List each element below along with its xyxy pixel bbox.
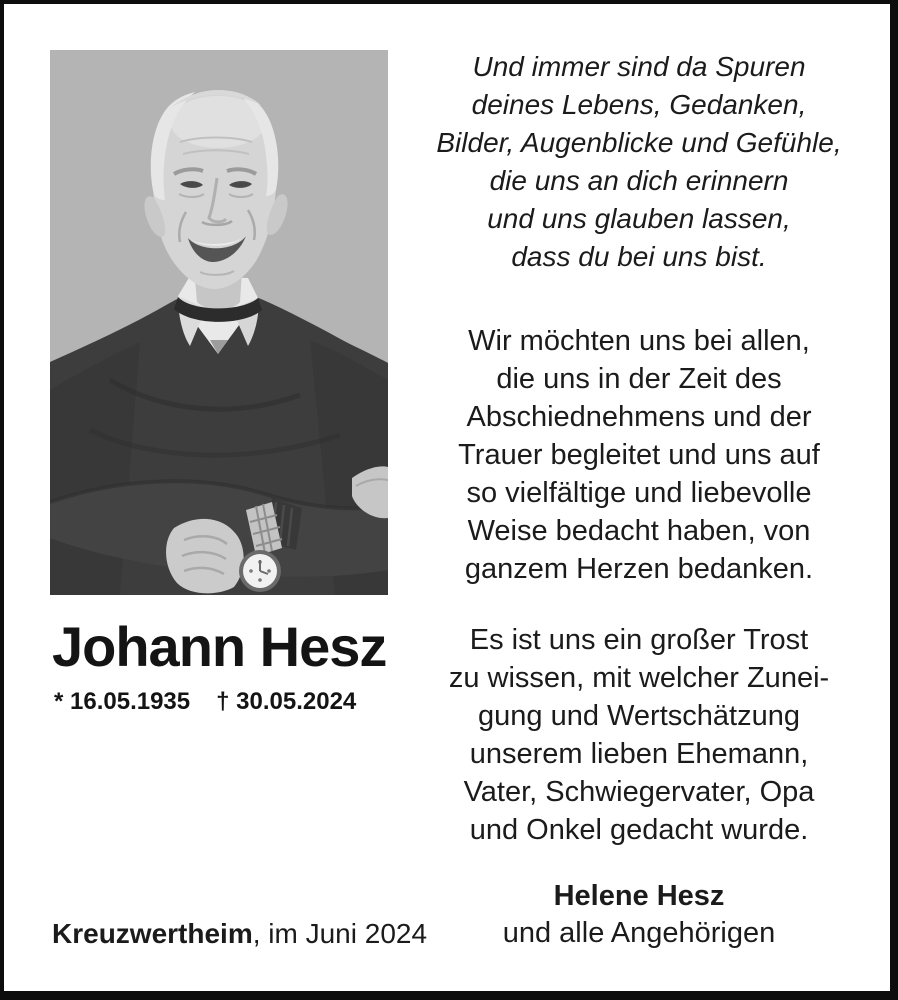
thanks-line: die uns in der Zeit des: [496, 363, 782, 395]
thanks-line: Weise bedacht haben, von: [467, 515, 811, 547]
place-date-rest: , im Juni 2024: [252, 918, 428, 949]
birth-date: * 16.05.1935: [54, 688, 191, 715]
signature-family: und alle Angehörigen: [502, 917, 776, 949]
thanks-line: Abschiednehmens und der: [466, 401, 812, 433]
place-name: Kreuzwertheim: [52, 918, 253, 949]
text-column: [406, 48, 872, 952]
thanks-line: Trauer begleitet und uns auf: [458, 439, 820, 471]
thanks-line: Wir möchten uns bei allen,: [468, 325, 810, 357]
place-date-line: [52, 918, 427, 950]
signature-name: Helene Hesz: [553, 880, 725, 912]
consolation-line: zu wissen, mit welcher Zunei-: [448, 662, 830, 694]
thanks-line: ganzem Herzen bedanken.: [464, 553, 814, 585]
thanks-line: so vielfältige und liebevolle: [466, 477, 812, 509]
death-date: † 30.05.2024: [216, 688, 357, 715]
poem-line: Und immer sind da Spuren: [472, 51, 806, 82]
consolation-paragraph: [406, 621, 872, 849]
life-dates: [54, 688, 356, 716]
memorial-poem: [406, 48, 872, 276]
thanks-paragraph: [406, 322, 872, 588]
poem-line: Bilder, Augenblicke und Gefühle,: [436, 127, 842, 158]
consolation-line: unserem lieben Ehemann,: [469, 738, 809, 770]
poem-line: und uns glauben lassen,: [487, 203, 791, 234]
portrait-photo: [50, 50, 388, 595]
consolation-line: Vater, Schwiegervater, Opa: [463, 776, 815, 808]
portrait-photo-graphic: [50, 50, 388, 595]
consolation-line: und Onkel gedacht wurde.: [469, 814, 809, 846]
poem-line: die uns an dich erinnern: [489, 165, 789, 196]
poem-line: deines Lebens, Gedanken,: [471, 89, 807, 120]
poem-line: dass du bei uns bist.: [511, 241, 767, 272]
deceased-name: Johann Hesz: [52, 615, 387, 678]
consolation-line: gung und Wertschätzung: [478, 700, 800, 732]
signature-block: [406, 879, 872, 952]
consolation-line: Es ist uns ein großer Trost: [469, 624, 809, 656]
